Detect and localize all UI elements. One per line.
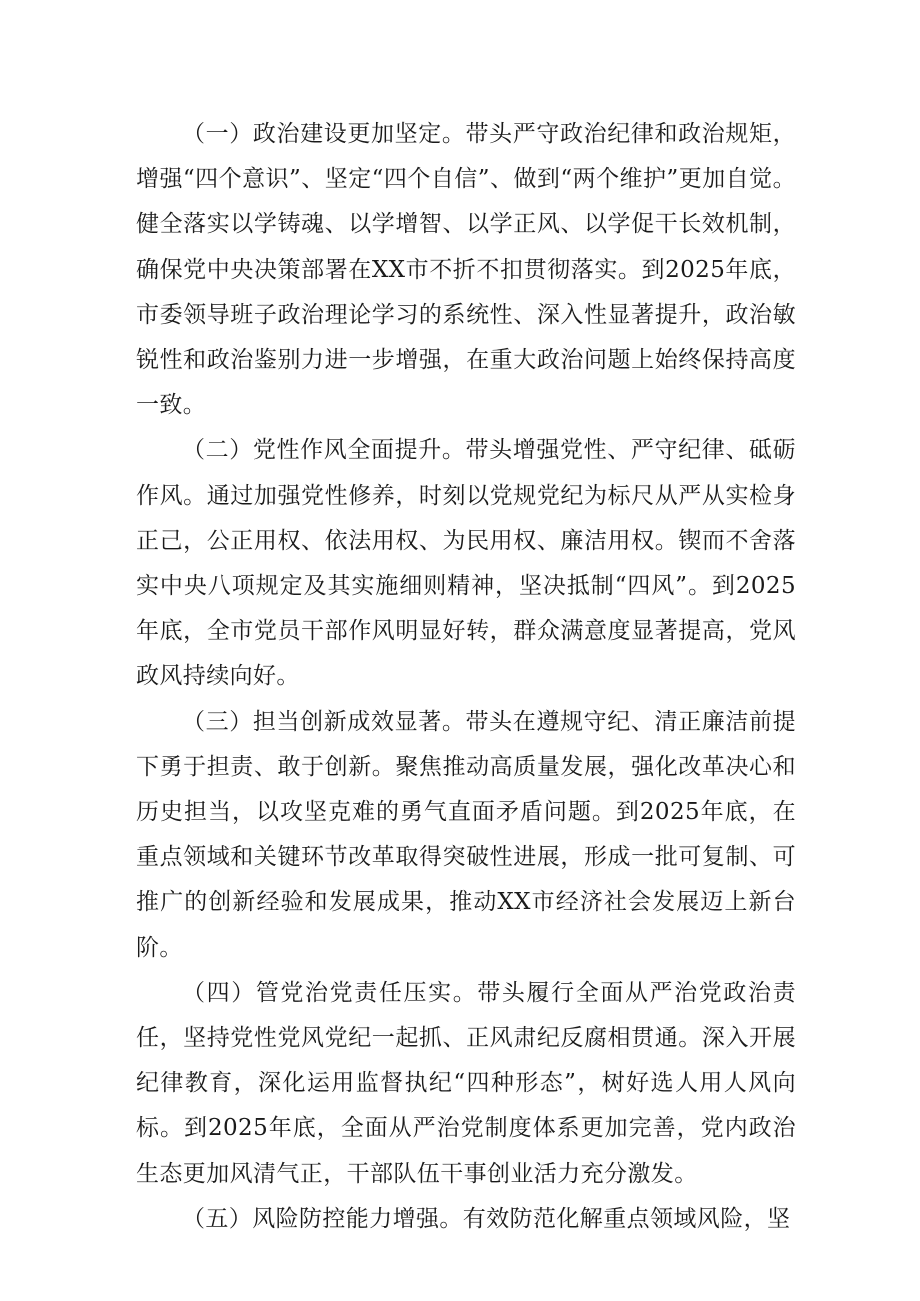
document-body bbox=[136, 112, 796, 1242]
paragraph-party-governance: （四）管党治党责任压实。带头履行全面从严治党政治责任，坚持党性党风党纪一起抓、正风肃纪反腐相贯通。深入开展纪律教育，深化运用监督执纪“四种形态”，树好选人用人风向标。到2025年底，全面从严治党制度体系更加完善，党内政治生态更加风清气正，干部队伍干事创业活力充分激发。 bbox=[136, 979, 796, 1187]
paragraph-risk-control: （五）风险防控能力增强。有效防范化解重点领域风险，坚 bbox=[182, 1205, 791, 1232]
paragraph-innovation: （三）担当创新成效显著。带头在遵规守纪、清正廉洁前提下勇于担责、敢于创新。聚焦推动高质量发展，强化改革决心和历史担当，以攻坚克难的勇气直面矛盾问题。到2025年底，在重点领域和关键环节改革取得突破性进展，形成一批可复制、可推广的创新经验和发展成果，推动XX市经济社会发展迈上新台阶。 bbox=[136, 708, 796, 961]
paragraph-political-construction: （一）政治建设更加坚定。带头严守政治纪律和政治规矩，增强“四个意识”、坚定“四个自信”、做到“两个维护”更加自觉。健全落实以学铸魂、以学增智、以学正风、以学促干长效机制，确保党中央决策部署在XX市不折不扣贯彻落实。到2025年底，市委领导班子政治理论学习的系统性、深入性显著提升，政治敏锐性和政治鉴别力进一步增强，在重大政治问题上始终保持高度一致。 bbox=[136, 121, 796, 419]
paragraph-party-conduct: （二）党性作风全面提升。带头增强党性、严守纪律、砥砺作风。通过加强党性修养，时刻以党规党纪为标尺从严从实检身正己，公正用权、依法用权、为民用权、廉洁用权。锲而不舍落实中央八项规定及其实施细则精神，坚决抵制“四风”。到2025年底，全市党员干部作风明显好转，群众满意度显著提高，党风政风持续向好。 bbox=[136, 437, 796, 690]
